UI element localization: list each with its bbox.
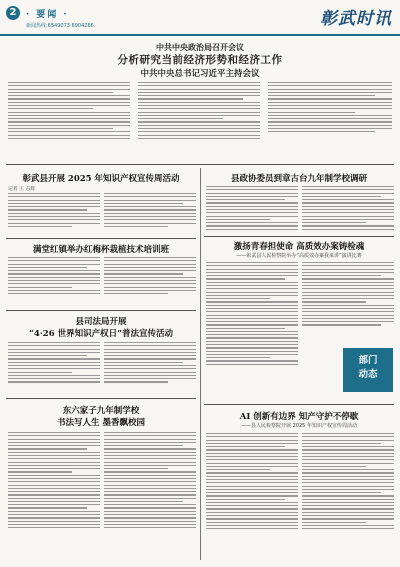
divider-column bbox=[200, 168, 201, 560]
story-title-school: 东六家子九年制学校 bbox=[62, 406, 140, 416]
divider-right-2 bbox=[204, 404, 394, 405]
story-body-ai-ip-b bbox=[302, 433, 394, 531]
lead-title: 分析研究当前经济形势和经济工作 bbox=[117, 54, 283, 66]
story-body-mission-b bbox=[302, 262, 394, 328]
story-title-mission: 激扬青春担使命 高质效办案铸检魂 bbox=[233, 242, 365, 252]
story-deck-mission: ——彰武县人民检察院举办“高质效办案我来讲”演讲比赛 bbox=[236, 253, 362, 259]
divider-right-1 bbox=[204, 236, 394, 237]
story-body-school-a bbox=[8, 432, 100, 530]
story-body-mission-a bbox=[206, 262, 298, 367]
story-title-law-day: 县司法局开展 bbox=[75, 317, 127, 327]
story-body-school-b bbox=[104, 432, 196, 530]
story-body-cppcc-b bbox=[302, 186, 394, 232]
story-title-ip-month: 彰武县开展 2025 年知识产权宣传周活动 bbox=[22, 174, 180, 184]
badge-line-2: 动态 bbox=[358, 369, 378, 380]
divider-lead bbox=[6, 164, 394, 165]
divider-left-1 bbox=[6, 238, 196, 239]
story-byline-ip-month: 记者 王 志辉 bbox=[8, 187, 36, 192]
story-title-ai-ip: AI 创新有边界 知产守护不停歇 bbox=[239, 412, 359, 422]
story-body-manchu-town-a bbox=[8, 257, 100, 296]
story-title-school-2: 书法写人生 墨香飘校园 bbox=[57, 418, 145, 428]
story-body-ai-ip-a bbox=[206, 433, 298, 531]
badge-line-1: 部门 bbox=[358, 355, 378, 366]
story-body-manchu-town-b bbox=[104, 257, 196, 296]
story-body-law-day-a bbox=[8, 342, 100, 385]
story-body-cppcc-a bbox=[206, 186, 298, 232]
story-body-law-day-b bbox=[104, 342, 196, 385]
story-title-cppcc-survey: 县政协委员到章古台九年制学校调研 bbox=[230, 174, 367, 184]
lead-subtitle: 中共中央总书记习近平主持会议 bbox=[140, 69, 260, 79]
lead-body-col-3 bbox=[268, 82, 392, 135]
department-news-badge bbox=[343, 348, 393, 392]
story-deck-ai-ip: ——县人民检察院开展 2025 年知识产权宣传周活动 bbox=[241, 423, 357, 429]
story-body-ip-month-b bbox=[104, 193, 196, 229]
divider-left-2 bbox=[6, 310, 196, 311]
page-number: 2 bbox=[6, 6, 20, 20]
issue-info: 新闻热线:6549073 6904266 bbox=[26, 23, 94, 29]
lead-body-col-1 bbox=[8, 82, 130, 141]
page-header bbox=[0, 0, 400, 36]
story-title-law-day-2: “4·26 世界知识产权日”普法宣传活动 bbox=[29, 329, 173, 339]
lead-kicker: 中共中央政治局召开会议 bbox=[156, 42, 244, 52]
lead-body-col-2 bbox=[138, 82, 260, 141]
story-body-ip-month-a bbox=[8, 193, 100, 229]
masthead: 彰武时讯 bbox=[320, 9, 392, 29]
divider-left-3 bbox=[6, 398, 196, 399]
story-title-manchu-town: 满堂红镇举办红梅杯栽植技术培训班 bbox=[32, 245, 169, 255]
section-label: · 要闻 · bbox=[26, 10, 69, 20]
